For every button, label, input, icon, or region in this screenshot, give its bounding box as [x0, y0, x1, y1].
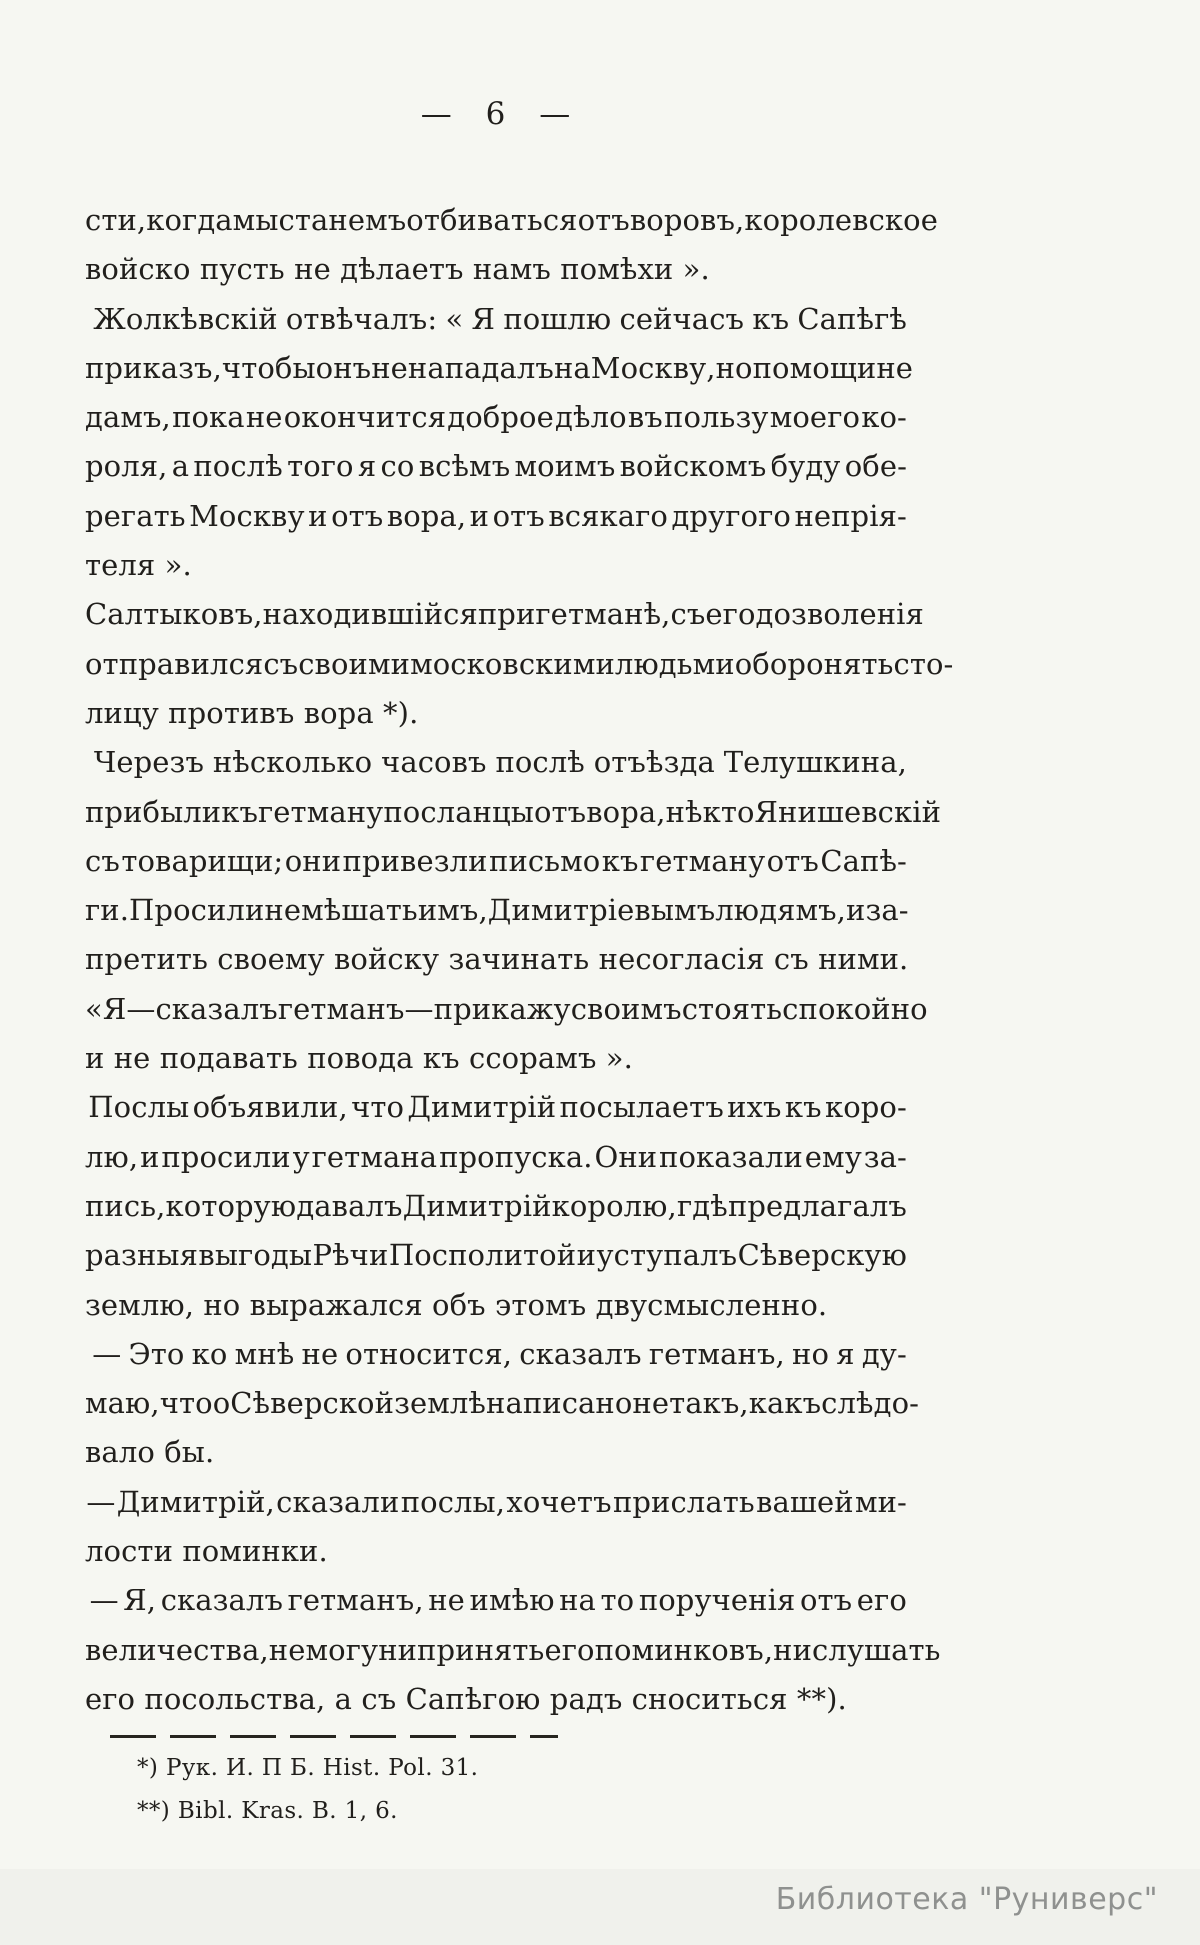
text-line: и не подавать повода къ ссорамъ ». — [85, 1041, 633, 1076]
text-line: лю, и просили у гетмана пропуска. Они показали ему за- — [85, 1139, 907, 1174]
text-line: сти, когда мы станемъ отбиваться отъ воровъ, королевское — [85, 203, 938, 237]
text-line: приказъ, чтобы онъ не нападалъ на Москву, но помощи не — [85, 350, 914, 385]
text-line: войско пусть не дѣлаетъ намъ помѣхи ». — [85, 252, 710, 287]
text-line: отправился съ своими московскими людьми оборонять сто- — [85, 646, 954, 681]
text-line: съ товарищи; они привезли письмо къ гетману отъ Сапѣ- — [85, 843, 907, 878]
text-line: ги. Просили не мѣшать имъ, Димитріевымъ людямъ, и за- — [85, 893, 909, 928]
text-line: Салтыковъ, находившійся при гетманѣ, съ его дозволенія — [85, 597, 924, 632]
text-line: прибыли къ гетману посланцы отъ вора, нѣкто Янишевскій — [85, 794, 942, 829]
footnote-separator — [110, 1735, 558, 1738]
text-line: — Это ко мнѣ не относится, сказалъ гетманъ, но я ду- — [92, 1336, 907, 1371]
text-line: « Я—сказалъ гетманъ—прикажу своимъ стоять спокойно — [85, 991, 928, 1026]
text-line: разныя выгоды Рѣчи Посполитой и уступалъ Сѣверскую — [85, 1238, 907, 1273]
text-block — [85, 196, 954, 1724]
library-watermark: Библиотека "Руниверс" — [775, 1882, 1158, 1917]
text-line: претить своему войску зачинать несогласія съ ними. — [85, 942, 909, 977]
text-line: его посольства, а съ Сапѣгою радъ сноситься **). — [85, 1681, 847, 1716]
text-line: землю, но выражался объ этомъ двусмысленно. — [85, 1287, 828, 1322]
text-line: маю, что о Сѣверской землѣ написано не такъ, какъ слѣдо- — [85, 1386, 920, 1421]
text-line: теля ». — [85, 548, 192, 583]
text-line: регать Москву и отъ вора, и отъ всякаго другого непрія- — [85, 498, 907, 533]
text-line: пись, которую давалъ Димитрій королю, гдѣ предлагалъ — [85, 1188, 907, 1223]
text-line: вало бы. — [85, 1435, 215, 1470]
text-line: лицу противъ вора *). — [85, 695, 419, 730]
text-line: роля, а послѣ того я со всѣмъ моимъ войскомъ буду обе- — [85, 449, 907, 484]
text-line: Жолкѣвскій отвѣчалъ: « Я пошлю сейчасъ къ Сапѣгѣ — [93, 301, 907, 336]
text-line: дамъ, пока не окончится доброе дѣло въ пользу моего ко- — [85, 400, 907, 435]
page-number: — 6 — — [420, 96, 572, 132]
text-line: — Я, сказалъ гетманъ, не имѣю на то порученія отъ его — [89, 1583, 907, 1618]
text-line: Черезъ нѣсколько часовъ послѣ отъѣзда Телушкина, — [93, 745, 907, 780]
footnote-line: *) Рук. И. П Б. Hist. Pol. 31. — [137, 1755, 479, 1781]
text-line: Послы объявили, что Димитрій посылаетъ ихъ къ коро- — [88, 1090, 907, 1125]
text-line: — Димитрій, сказали послы, хочетъ прислать вашей ми- — [86, 1484, 907, 1519]
footnote-line: **) Bibl. Kras. B. 1, 6. — [137, 1798, 398, 1824]
text-line: величества, не могу ни принять его поминковъ, ни слушать — [85, 1632, 941, 1667]
footnotes-section — [85, 1735, 907, 1833]
text-line: лости поминки. — [85, 1534, 328, 1569]
